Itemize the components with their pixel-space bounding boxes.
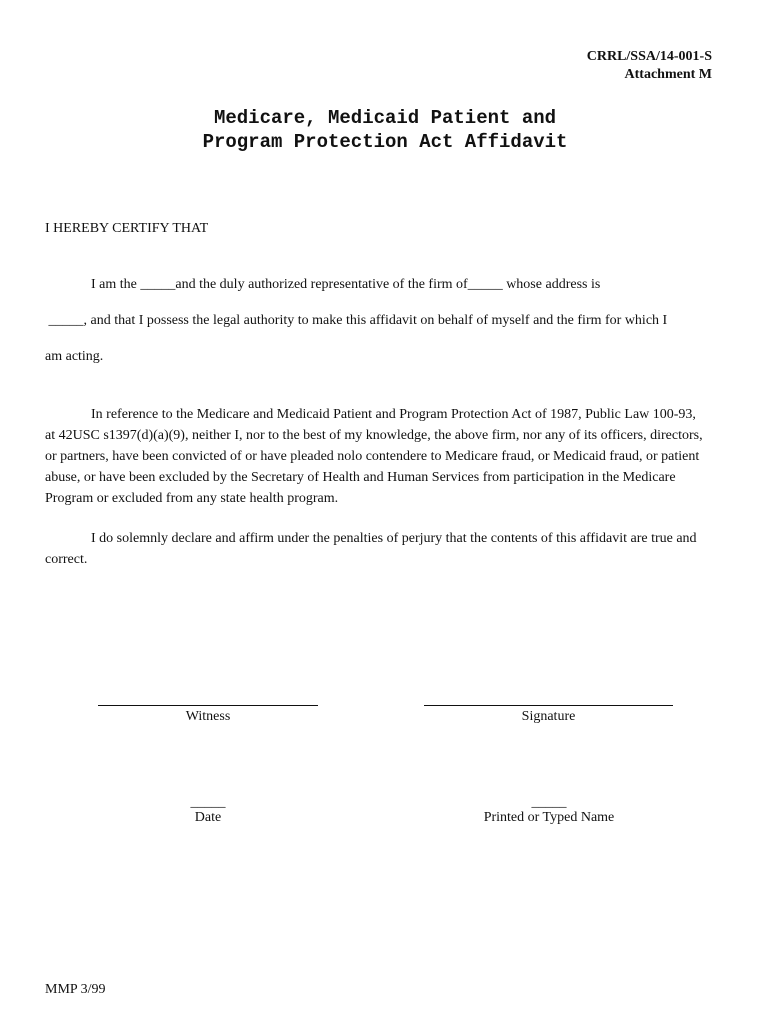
acting-line: am acting. [45, 349, 104, 364]
signature-label: Signature [521, 709, 576, 724]
address-line: _____, and that I possess the legal authority to make this affidavit on behalf of myself and the firm for which I [45, 313, 668, 328]
certify-heading: I HEREBY CERTIFY THAT [45, 221, 209, 236]
attachment-label: Attachment M [624, 67, 712, 82]
name-blank: _____ [531, 795, 567, 810]
date-label: Date [194, 810, 222, 825]
reference-paragraph: In reference to the Medicare and Medicaid Patient and Program Protection Act of 1987, Public Law 100-93, at 42USC s1397(d)(a)(9), neither I, nor to the best of my knowledge, the above firm, nor any of its officers, directors, or partners, have been convicted of or have pleaded nolo contendere to Medicare fraud, or Medicaid fraud, or patient abuse, or have been excluded by the Secretary of Health and Human Services from participation in the Medicare Program or excluded from any state health program. [45, 407, 703, 506]
form-code: MMP 3/99 [45, 982, 106, 997]
representative-line [45, 277, 715, 293]
title-line-2: Program Protection Act Affidavit [202, 131, 568, 153]
printed-name-label: Printed or Typed Name [483, 810, 615, 825]
title-line-1: Medicare, Medicaid Patient and [213, 107, 557, 129]
document-reference [587, 48, 712, 84]
representative-text: I am the _____and the duly authorized representative of the firm of_____ whose address is [91, 277, 601, 292]
witness-signature-line [98, 705, 318, 706]
signature-line [424, 705, 673, 706]
date-blank: _____ [190, 795, 226, 810]
document-title [0, 106, 770, 154]
witness-label: Witness [185, 709, 231, 724]
reference-code: CRRL/SSA/14-001-S [586, 49, 712, 64]
declaration-paragraph: I do solemnly declare and affirm under the penalties of perjury that the contents of this affidavit are true and correct. [45, 531, 697, 567]
